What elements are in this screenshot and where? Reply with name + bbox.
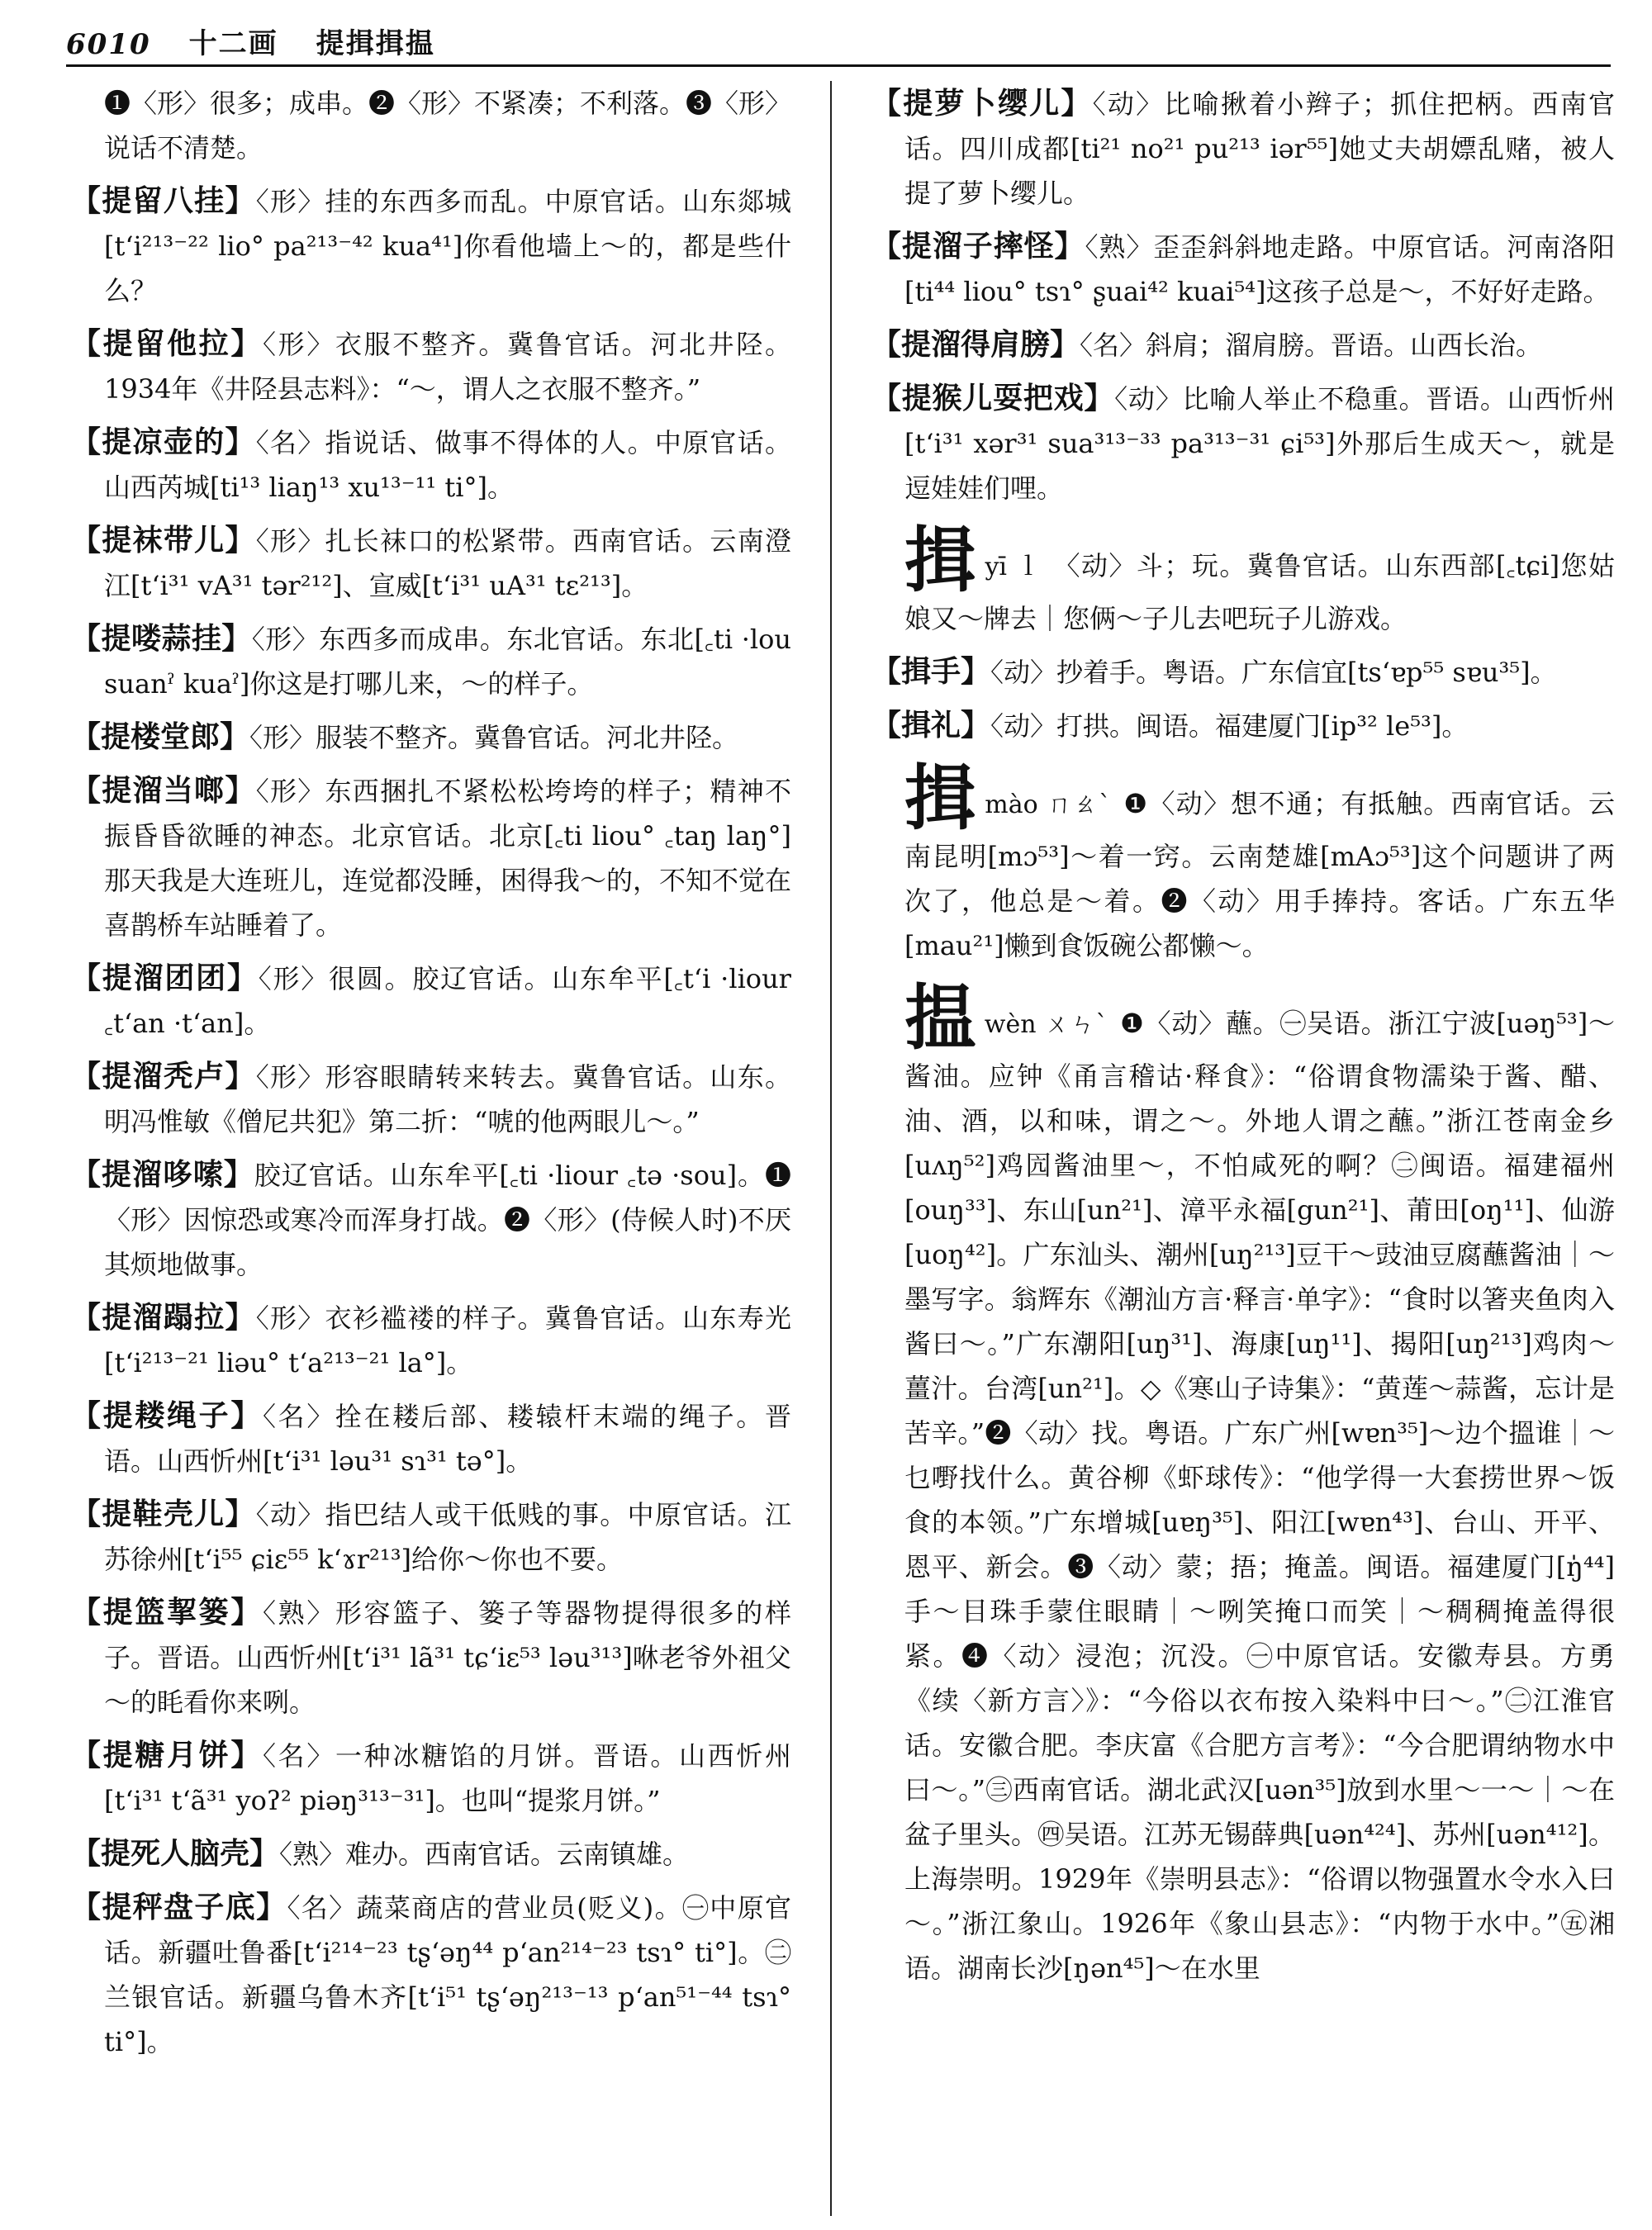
headword: 【提袜带儿】 xyxy=(71,523,256,558)
entry xyxy=(71,1831,791,1877)
head-character-entry xyxy=(871,976,1615,1990)
entry xyxy=(71,616,791,706)
entry xyxy=(71,1295,791,1385)
definition: 〈动〉比喻人举止不稳重。晋语。山西忻州[tʻi³¹ xər³¹ sua³¹³⁻³³ pa³¹³⁻³¹ ɕi⁵³]外那后生成天～，就是逗娃娃们哩。 xyxy=(904,383,1615,504)
definition: 〈形〉很圆。胶辽官话。山东牟平[꜀tʻi ·liour ꜀tʻan ·tʻan]。 xyxy=(104,963,791,1039)
headword: 【提溜得肩膀】 xyxy=(871,327,1080,362)
headword: 【提溜团团】 xyxy=(71,961,259,995)
head-character: 揖 xyxy=(904,519,977,602)
entry xyxy=(71,1152,791,1287)
headword: 【提溜子摔怪】 xyxy=(871,229,1085,263)
header-rule xyxy=(66,64,1611,67)
page-number: 6010 xyxy=(66,28,151,61)
definition: 〈熟〉形容篮子、篓子等器物提得很多的样子。晋语。山西忻州[tʻi³¹ lã³¹ tɕʻiɛ⁵³ ləu³¹³]咻老爷外祖父～的眊看你来咧。 xyxy=(104,1597,791,1718)
right-column xyxy=(871,81,1615,2216)
definition: 〈动〉打拱。闽语。福建厦门[ip³² le⁵³]。 xyxy=(990,710,1469,742)
definition: 〈动〉比喻揪着小辫子；抓住把柄。西南官话。四川成都[ti²¹ no²¹ pu²¹³ iər⁵⁵]她丈夫胡嫖乱赌，被人提了萝卜缨儿。 xyxy=(904,88,1615,209)
headword: 【提留八挂】 xyxy=(71,183,256,218)
headword: 【提死人脑壳】 xyxy=(71,1836,280,1871)
definition: ❶〈动〉想不通；有抵触。西南官话。云南昆明[mɔ⁵³]～着一窍。云南楚雄[mAɔ⁵³]这个问题讲了两次了，他总是～着。❷〈动〉用手捧持。客话。广东五华[mau²¹]懒到食饭碗公都懒～。 xyxy=(904,788,1615,961)
entry xyxy=(71,1054,791,1144)
entry xyxy=(71,1492,791,1582)
entry xyxy=(871,703,1615,748)
head-character: 揾 xyxy=(904,976,976,1060)
headword: 【提凉壶的】 xyxy=(71,425,256,459)
entry xyxy=(71,178,791,313)
definition: 〈名〉蔬菜商店的营业员(贬义)。㊀中原官话。新疆吐鲁番[tʻi²¹⁴⁻²³ tʂʻəŋ⁴⁴ pʻan²¹⁴⁻²³ tsɿ° ti°]。㊁兰银官话。新疆乌鲁木齐[tʻi⁵¹ tʂʻəŋ²¹³⁻¹³ pʻan⁵¹⁻⁴⁴ tsɿ° ti°]。 xyxy=(104,1892,791,2057)
headword: 【提耧绳子】 xyxy=(71,1398,263,1433)
head-character-entry xyxy=(871,519,1615,641)
headword: 【提楼堂郎】 xyxy=(71,719,250,754)
definition: 〈形〉衣衫褴褛的样子。冀鲁官话。山东寿光[tʻi²¹³⁻²¹ liəu° tʻa²¹³⁻²¹ la°]。 xyxy=(104,1302,791,1378)
definition: 〈熟〉歪歪斜斜地走路。中原官话。河南洛阳[ti⁴⁴ liou° tsɿ° ʂuai⁴² kuai⁵⁴]这孩子总是～，不好好走路。 xyxy=(904,231,1615,307)
definition: ❶〈动〉蘸。㊀吴语。浙江宁波[uəŋ⁵³]～酱油。应钟《甬言稽诂·释食》：“俗谓食物濡染于酱、醋、油、酒，以和味，谓之～。外地人谓之蘸。”浙江苍南金乡[uʌŋ⁵²]鸡囥酱油里～，不怕咸死的啊？㊁闽语。福建福州[ouŋ³³]、东山[un²¹]、漳平永福[gun²¹]、莆田[oŋ¹¹]、仙游[uoŋ⁴²]。广东汕头、潮州[uŋ²¹³]豆干～豉油豆腐蘸酱油｜～墨写字。翁辉东《潮汕方言·释言·单字》：“食时以箸夹鱼肉入酱曰～。”广东潮阳[uŋ³¹]、海康[uŋ¹¹]、揭阳[uŋ²¹³]鸡肉～薑汁。台湾[un²¹]。◇《寒山子诗集》：“黄莲～蒜酱，忘计是苦辛。”❷〈动〉找。粤语。广东广州[wɐn³⁵]～边个搵谁｜～乜嘢找什么。黄谷柳《虾球传》：“他学得一大套捞世界～饭食的本领。”广东增城[uɐŋ³⁵]、阳江[wɐn⁴³]、台山、开平、恩平、新会。❸〈动〉蒙；捂；掩盖。闽语。福建厦门[ŋ̍⁴⁴]手～目珠手蒙住眼睛｜～咧笑掩口而笑｜～稠稠掩盖得很紧。❹〈动〉浸泡；沉没。㊀中原官话。安徽寿县。方勇《续〈新方言〉》：“今俗以衣布按入染料中曰～。”㊁江淮官话。安徽合肥。李庆富《合肥方言考》：“今合肥谓纳物水中曰～。”㊂西南官话。湖北武汉[uən³⁵]放到水里～一～｜～在盆子里头。㊃吴语。江苏无锡薛典[uən⁴²⁴]、苏州[uən⁴¹²]。上海崇明。1929年《崇明县志》：“俗谓以物强置水令水入曰～。”浙江象山。1926年《象山县志》：“内物于水中。”㊄湘语。湖南长沙[ŋən⁴⁵]～在水里 xyxy=(904,1008,1615,1984)
left-column xyxy=(71,81,791,2216)
definition: 〈名〉拴在耧后部、耧辕杆末端的绳子。晋语。山西忻州[tʻi³¹ ləu³¹ sɿ³¹ tə°]。 xyxy=(104,1401,791,1477)
entry xyxy=(871,224,1615,314)
headword: 【提溜秃卢】 xyxy=(71,1059,256,1094)
headword: 【提猴儿耍把戏】 xyxy=(871,381,1115,415)
pinyin: wèn ㄨㄣˋ xyxy=(984,1010,1109,1039)
headword: 【提萝卜缨儿】 xyxy=(871,86,1093,121)
definition: 〈形〉东西多而成串。东北官话。东北[꜀ti ·lou suanˀ kuaˀ]你这是打哪儿来，～的样子。 xyxy=(104,624,791,700)
definition: 〈名〉斜肩；溜肩膀。晋语。山西长治。 xyxy=(1080,330,1543,361)
definition: 〈动〉指巴结人或干低贱的事。中原官话。江苏徐州[tʻi⁵⁵ ɕiɛ⁵⁵ kʻɤr²¹³]给你～你也不要。 xyxy=(104,1499,791,1575)
column-divider xyxy=(830,81,832,2216)
entry xyxy=(71,1393,791,1483)
range-label: 提揖揖揾 xyxy=(316,27,435,60)
pinyin: yī ｌ xyxy=(985,553,1042,581)
entry xyxy=(71,420,791,510)
definition: 〈动〉抄着手。粤语。广东信宜[tsʻɐp⁵⁵ sɐu³⁵]。 xyxy=(990,657,1557,688)
entry xyxy=(871,376,1615,510)
entry xyxy=(71,1733,791,1823)
headword: 【揖礼】 xyxy=(871,708,991,743)
entry xyxy=(71,1885,791,2064)
headword: 【提溜哆嗦】 xyxy=(71,1157,254,1192)
headword: 【提留他拉】 xyxy=(71,326,263,361)
entry xyxy=(871,81,1615,216)
headword: 【提溜蹋拉】 xyxy=(71,1300,256,1335)
definition: 〈形〉挂的东西多而乱。中原官话。山东郯城[tʻi²¹³⁻²² lio° pa²¹³⁻⁴² kua⁴¹]你看他墙上～的，都是些什么？ xyxy=(104,186,791,306)
pinyin: mào ㄇㄠˋ xyxy=(985,790,1113,819)
page-header xyxy=(66,15,1611,61)
definition: 〈形〉扎长袜口的松紧带。西南官话。云南澄江[tʻi³¹ vA³¹ tər²¹²]、宣威[tʻi³¹ uA³¹ tɛ²¹³]。 xyxy=(104,525,791,601)
definition: 〈形〉衣服不整齐。冀鲁官话。河北井陉。1934年《井陉县志料》：“～，谓人之衣服不整齐。” xyxy=(104,329,791,405)
definition: 〈名〉一种冰糖馅的月饼。晋语。山西忻州[tʻi³¹ tʻã³¹ yoʔ² piəŋ³¹³⁻³¹]。也叫“提浆月饼。” xyxy=(104,1740,791,1816)
headword: 【提糖月饼】 xyxy=(71,1738,263,1772)
entry xyxy=(71,956,791,1046)
definition: 〈形〉东西捆扎不紧松松垮垮的样子；精神不振昏昏欲睡的神态。北京官话。北京[꜀ti liou° ꜀taŋ laŋ°]那天我是大连班儿，连觉都没睡，困得我～的，不知不觉在喜鹊桥车站睡着了。 xyxy=(104,776,791,941)
entry xyxy=(71,321,791,411)
entry xyxy=(71,1590,791,1725)
definition: 〈形〉形容眼睛转来转去。冀鲁官话。山东。明冯惟敏《僧尼共犯》第二折：“唬的他两眼儿～。” xyxy=(104,1061,791,1137)
headword: 【提秤盘子底】 xyxy=(71,1890,287,1924)
entry xyxy=(71,768,791,947)
definition: 〈形〉服装不整齐。冀鲁官话。河北井陉。 xyxy=(249,722,739,753)
entry: ❶〈形〉很多；成串。❷〈形〉不紧凑；不利落。❸〈形〉说话不清楚。 xyxy=(104,88,791,164)
definition: 〈动〉斗；玩。冀鲁官话。山东西部[꜀tɕi]您姑娘又～牌去｜您俩～子儿去吧玩子儿游戏。 xyxy=(904,550,1615,634)
headword: 【揖手】 xyxy=(871,654,991,689)
headword: 【提篮挈篓】 xyxy=(71,1595,263,1630)
headword: 【提喽蒜挂】 xyxy=(71,621,252,656)
headword: 【提鞋壳儿】 xyxy=(71,1497,256,1531)
entry xyxy=(871,322,1615,368)
definition: 胶辽官话。山东牟平[꜀ti ·liour ꜀tə ·sou]。❶〈形〉因惊恐或寒冷而浑身打战。❷〈形〉(侍候人时)不厌其烦地做事。 xyxy=(104,1160,791,1280)
definition: 〈名〉指说话、做事不得体的人。中原官话。山西芮城[ti¹³ liaŋ¹³ xu¹³⁻¹¹ ti°]。 xyxy=(104,427,791,503)
definition: 〈熟〉难办。西南官话。云南镇雄。 xyxy=(279,1839,690,1870)
entry xyxy=(71,518,791,608)
head-character: 揖 xyxy=(904,757,977,840)
entry xyxy=(871,649,1615,695)
head-character-entry xyxy=(871,757,1615,968)
stroke-label: 十二画 xyxy=(188,27,278,60)
entry xyxy=(71,714,791,760)
headword: 【提溜当啷】 xyxy=(71,773,256,808)
